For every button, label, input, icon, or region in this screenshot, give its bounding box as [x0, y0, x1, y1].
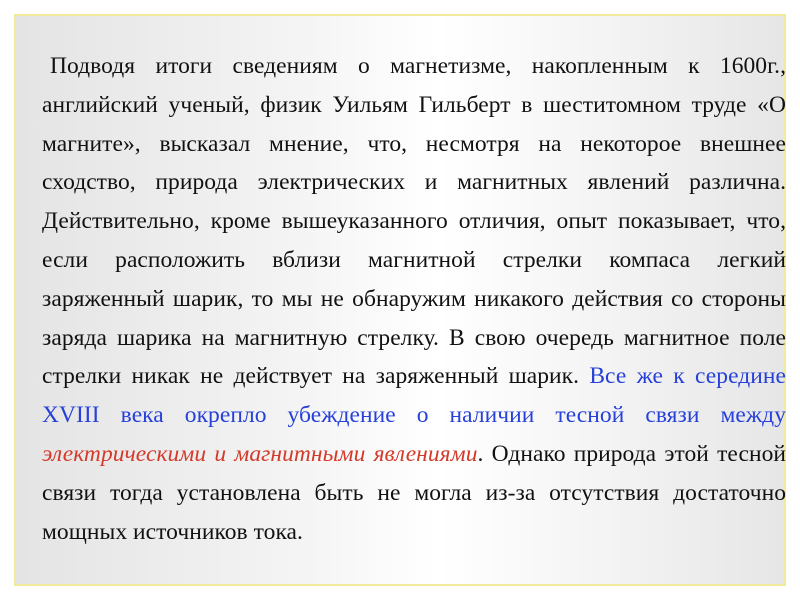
highlight-red-text: электрическими и магнитными явлениями — [42, 440, 478, 467]
paragraph-text-part2: . Однако природа этой тесной связи тогда установлена быть не могла из-за отсутствия достаточно мощных источников тока. — [42, 440, 786, 545]
paragraph-text-part1: Подводя итоги сведениям о магнетизме, накопленным к 1600г., английский ученый, физик Уильям Гильберт в шеститомном труде «О магните», высказал мнение, что, несмотря на некоторое внешнее сходство, природа электрических и магнитных явлений различна. Действительно, кроме вышеуказанного отличия, опыт показывает, что, если расположить вблизи магнитной стрелки компаса легкий заряженный шарик, то мы не обнаружим никакого действия со стороны заряда шарика на магнитную стрелку. В свою очередь магнитное поле стрелки никак не действует на заряженный шарик. — [42, 53, 786, 390]
main-paragraph — [42, 47, 786, 551]
text-frame — [14, 14, 786, 586]
highlight-blue-text: Все же к середине XVIII века окрепло убеждение о наличии тесной связи между — [42, 363, 787, 429]
